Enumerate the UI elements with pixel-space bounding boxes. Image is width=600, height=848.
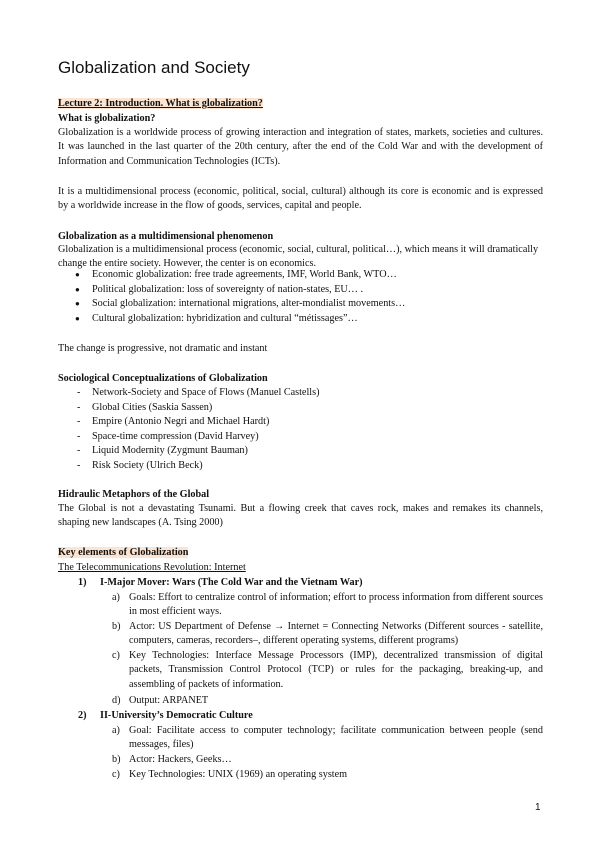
item-2-sub-a: a) Goal: Facilitate access to computer technology; facilitate communication between people (send messages, files) [112, 725, 543, 751]
page-number: 1 [535, 802, 541, 813]
item-1-sub-b: b) Actor: US Department of Defense → Internet = Connecting Networks (Different sources - satellite, computers, cameras, recorders–, different operating systems, different programs) [112, 621, 543, 647]
what-heading: What is globalization? [58, 113, 156, 124]
key-heading: Key elements of Globalization [58, 547, 189, 558]
list-item: - Liquid Modernity (Zygmunt Bauman) [58, 444, 319, 459]
list-item: - Global Cities (Saskia Sassen) [58, 401, 319, 416]
item-2-heading: 2) II-University’s Democratic Culture [78, 710, 253, 721]
multi-bullet-list [58, 268, 405, 326]
item-1-sub-c: c) Key Technologies: Interface Message Processors (IMP), decentralized transmission of digital packets, Transmission Control Protocol (TCP) or rules for the packaging, breaking-up, and assembling of packets of information. [112, 650, 543, 690]
list-item: ● Social globalization: international migrations, alter-mondialist movements… [58, 297, 405, 312]
list-item: - Risk Society (Ulrich Beck) [58, 459, 319, 474]
multi-heading: Globalization as a multidimensional phenomenon [58, 231, 274, 242]
telecom-line: The Telecommunications Revolution: Internet [58, 562, 246, 573]
item-2-sub-c: c) Key Technologies: UNIX (1969) an operating system [112, 769, 348, 780]
multi-paragraph: Globalization is a multidimensional process (economic, social, cultural, political…), which means it will dramatically change the entire society. However, the center is on economics. [58, 244, 539, 270]
list-item: ● Economic globalization: free trade agreements, IMF, World Bank, WTO… [58, 268, 405, 283]
item-1-sub-a: a) Goals: Effort to centralize control of information; effort to process information from different sources in most efficient ways. [112, 592, 543, 618]
socio-list [58, 386, 319, 474]
list-item: ● Cultural globalization: hybridization and cultural “métissages”… [58, 312, 405, 327]
hydraulic-heading: Hidraulic Metaphors of the Global [58, 489, 210, 500]
list-item: - Network-Society and Space of Flows (Manuel Castells) [58, 386, 319, 401]
list-item: ● Political globalization: loss of sovereignty of nation-states, EU… . [58, 283, 405, 298]
item-1-sub-d: d) Output: ARPANET [112, 695, 209, 706]
list-item: - Empire (Antonio Negri and Michael Hardt) [58, 415, 319, 430]
item-2-sub-b: b) Actor: Hackers, Geeks… [112, 754, 232, 765]
item-1-heading: 1) I-Major Mover: Wars (The Cold War and the Vietnam War) [78, 577, 363, 588]
what-paragraph-2: It is a multidimensional process (economic, political, social, cultural) although its core is economic and is expressed by a worldwide increase in the flow of goods, services, capital and people. [58, 186, 543, 212]
list-item: - Space-time compression (David Harvey) [58, 430, 319, 445]
change-line: The change is progressive, not dramatic and instant [58, 343, 268, 354]
document-title: Globalization and Society [58, 58, 250, 77]
what-paragraph-1: Globalization is a worldwide process of growing interaction and integration of states, markets, societies and cultures. It was launched in the last quarter of the 20th century, after the end of the Cold War and with the development of Information and Communication Technologies (ICTs). [58, 127, 543, 167]
hydraulic-paragraph: The Global is not a devastating Tsunami. But a flowing creek that caves rock, makes and remakes its channels, shaping new landscapes (A. Tsing 2000) [58, 503, 543, 529]
socio-heading: Sociological Conceptualizations of Globalization [58, 373, 268, 384]
lecture-heading: Lecture 2: Introduction. What is globalization? [58, 98, 263, 109]
